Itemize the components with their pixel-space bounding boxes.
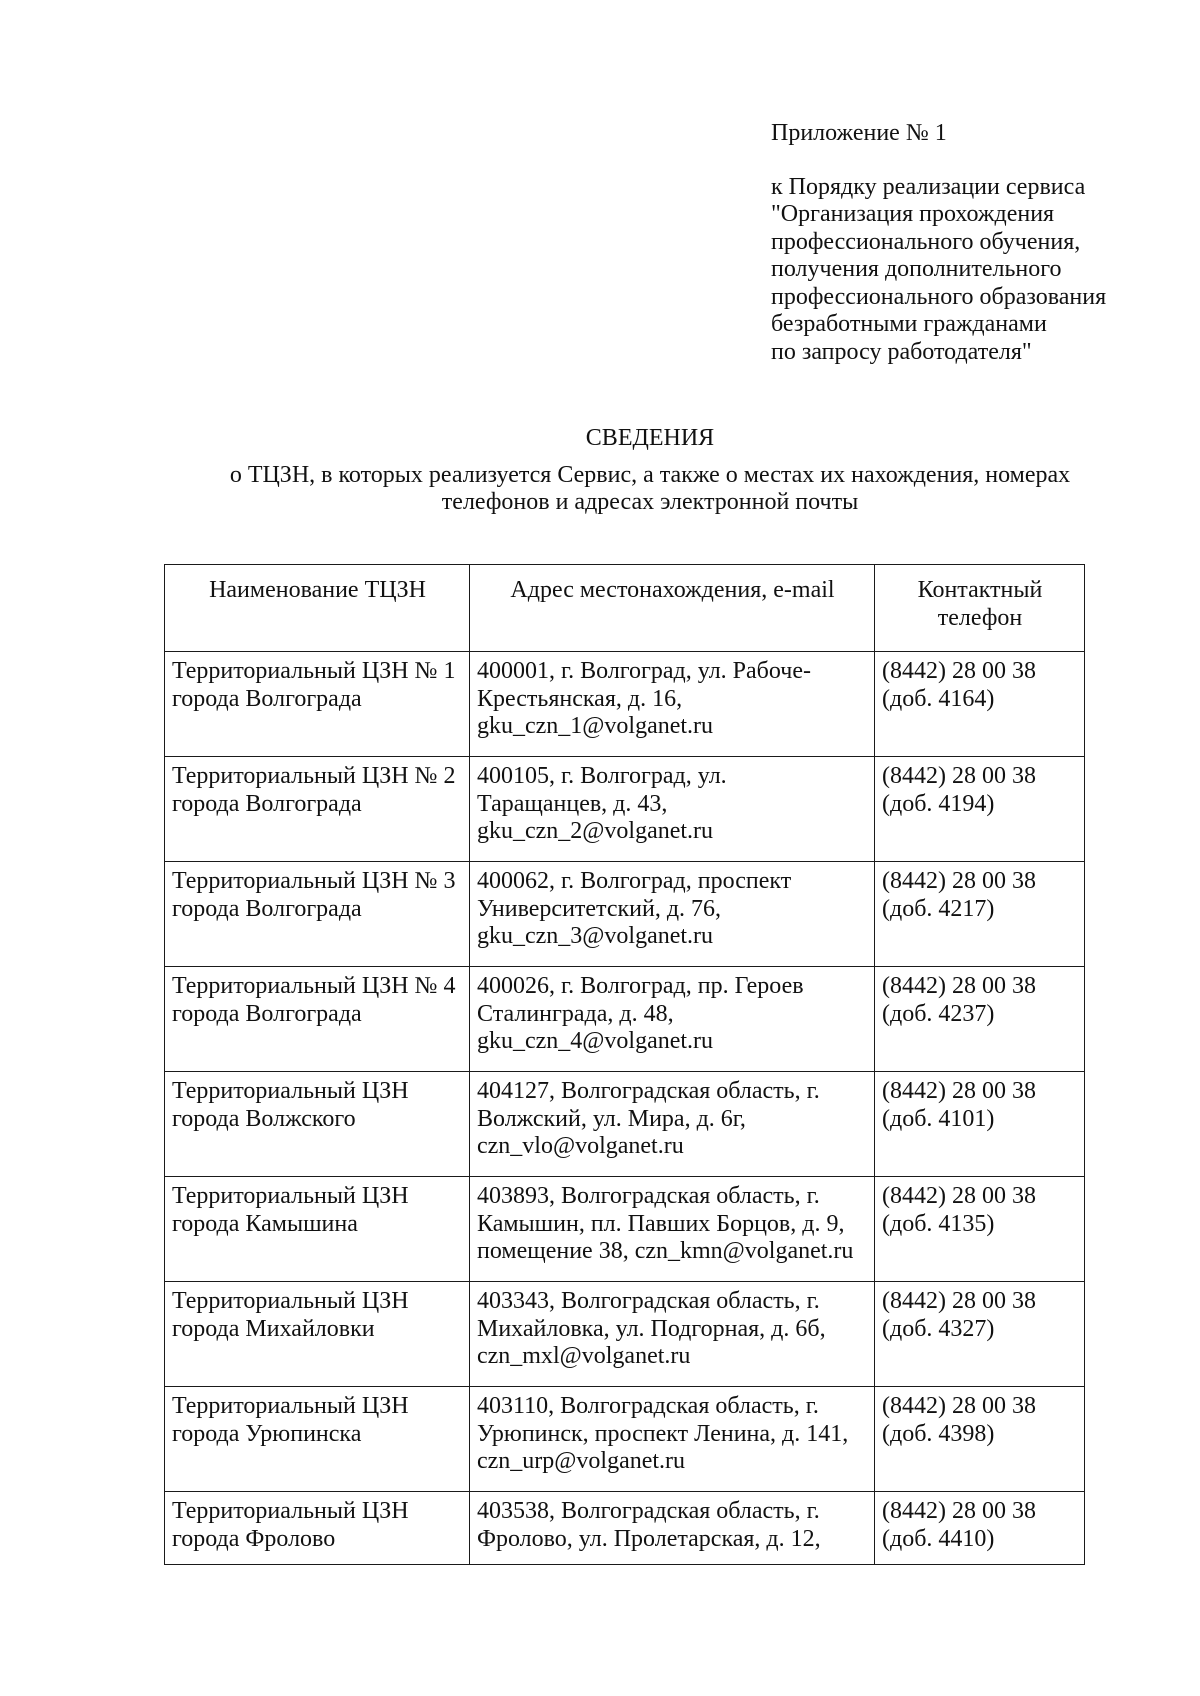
phone-line: (8442) 28 00 38 (882, 1393, 1036, 1419)
phone-line: (8442) 28 00 38 (882, 1498, 1036, 1524)
name-line: города Фролово (172, 1525, 336, 1552)
cell-name (165, 1072, 470, 1177)
table-row (165, 1282, 1085, 1387)
cell-phone (875, 967, 1085, 1072)
phone-line: (8442) 28 00 38 (882, 763, 1036, 789)
name-line: Территориальный ЦЗН (172, 1183, 409, 1209)
name-line: города Волгограда (172, 1000, 362, 1027)
address-line: Сталинграда, д. 48, (477, 1000, 674, 1027)
cell-name (165, 967, 470, 1072)
appendix-block (771, 120, 1191, 366)
name-line: города Волжского (172, 1105, 356, 1132)
table-row (165, 1177, 1085, 1282)
header-address: Адрес местонахождения, e-mail (470, 565, 875, 652)
address-line: 400105, г. Волгоград, ул. (477, 763, 727, 789)
phone-ext-line: (доб. 4135) (882, 1210, 995, 1237)
name-line: Территориальный ЦЗН (172, 1393, 409, 1419)
cell-address (470, 862, 875, 967)
phone-ext-line: (доб. 4398) (882, 1420, 995, 1447)
address-line: 403110, Волгоградская область, г. (477, 1393, 819, 1419)
cell-address (470, 1282, 875, 1387)
table-row (165, 1072, 1085, 1177)
name-line: города Волгограда (172, 685, 362, 712)
name-line: Территориальный ЦЗН № 1 (172, 658, 456, 684)
appendix-line: по запросу работодателя" (771, 338, 1032, 365)
name-line: Территориальный ЦЗН (172, 1288, 409, 1314)
cell-phone (875, 862, 1085, 967)
cell-name (165, 1387, 470, 1492)
document-heading: СВЕДЕНИЯ (585, 425, 715, 451)
address-line: 403538, Волгоградская область, г. (477, 1498, 820, 1524)
name-line: Территориальный ЦЗН (172, 1078, 409, 1104)
cell-address (470, 652, 875, 757)
cell-address (470, 757, 875, 862)
cell-name (165, 652, 470, 757)
address-line: 404127, Волгоградская область, г. (477, 1078, 820, 1104)
appendix-line: безработными гражданами (771, 311, 1047, 337)
cell-phone (875, 652, 1085, 757)
name-line: города Урюпинска (172, 1420, 362, 1447)
table-body (165, 652, 1085, 1565)
address-line: 400062, г. Волгоград, проспект (477, 868, 792, 894)
table-row (165, 862, 1085, 967)
address-line: Фролово, ул. Пролетарская, д. 12, (477, 1525, 821, 1552)
name-line: города Волгограда (172, 790, 362, 817)
cell-phone (875, 1072, 1085, 1177)
phone-ext-line: (доб. 4410) (882, 1525, 995, 1552)
subheading-line: о ТЦЗН, в которых реализуется Сервис, а также о местах их нахождения, номерах (229, 462, 1071, 488)
appendix-line: профессионального образования (771, 283, 1107, 310)
phone-line: (8442) 28 00 38 (882, 1078, 1036, 1104)
header-phone: Контактный телефон (875, 565, 1085, 652)
phone-line: (8442) 28 00 38 (882, 1288, 1036, 1314)
tczn-table (164, 564, 1085, 1565)
email-line: gku_czn_3@volganet.ru (477, 923, 714, 949)
cell-phone (875, 757, 1085, 862)
appendix-line: "Организация прохождения (771, 201, 1055, 227)
phone-line: (8442) 28 00 38 (882, 973, 1036, 999)
phone-ext-line: (доб. 4194) (882, 790, 995, 817)
address-line: Михайловка, ул. Подгорная, д. 6б, (477, 1315, 826, 1342)
cell-address (470, 1492, 875, 1565)
address-line: 400001, г. Волгоград, ул. Рабоче- (477, 658, 811, 684)
address-line: 403893, Волгоградская область, г. (477, 1183, 820, 1209)
cell-name (165, 1492, 470, 1565)
email-line: gku_czn_2@volganet.ru (477, 818, 714, 844)
name-line: города Волгограда (172, 895, 362, 922)
phone-ext-line: (доб. 4101) (882, 1105, 995, 1132)
subheading-line: телефонов и адресах электронной почты (441, 489, 859, 515)
table-row (165, 967, 1085, 1072)
phone-ext-line: (доб. 4164) (882, 685, 995, 712)
name-line: города Михайловки (172, 1315, 375, 1342)
email-line: czn_urp@volganet.ru (477, 1448, 686, 1474)
name-line: Территориальный ЦЗН № 3 (172, 868, 456, 894)
appendix-line: профессионального обучения, (771, 228, 1081, 255)
phone-line: (8442) 28 00 38 (882, 868, 1036, 894)
email-line: gku_czn_1@volganet.ru (477, 713, 714, 739)
phone-ext-line: (доб. 4237) (882, 1000, 995, 1027)
table-row (165, 1387, 1085, 1492)
email-line: czn_vlo@volganet.ru (477, 1133, 684, 1159)
cell-address (470, 1072, 875, 1177)
appendix-line: получения дополнительного (771, 256, 1062, 282)
cell-address (470, 1177, 875, 1282)
cell-phone (875, 1177, 1085, 1282)
table-row (165, 1492, 1085, 1565)
cell-name (165, 862, 470, 967)
name-line: города Камышина (172, 1210, 358, 1237)
table-row (165, 757, 1085, 862)
cell-name (165, 757, 470, 862)
address-line: Волжский, ул. Мира, д. 6г, (477, 1105, 746, 1132)
cell-name (165, 1177, 470, 1282)
address-line: 400026, г. Волгоград, пр. Героев (477, 973, 804, 999)
address-line: Камышин, пл. Павших Борцов, д. 9, (477, 1210, 845, 1237)
name-line: Территориальный ЦЗН № 2 (172, 763, 456, 789)
cell-address (470, 1387, 875, 1492)
phone-line: (8442) 28 00 38 (882, 658, 1036, 684)
email-line: gku_czn_4@volganet.ru (477, 1028, 714, 1054)
cell-phone (875, 1492, 1085, 1565)
cell-name (165, 1282, 470, 1387)
address-line: 403343, Волгоградская область, г. (477, 1288, 820, 1314)
name-line: Территориальный ЦЗН № 4 (172, 973, 456, 999)
address-line: Крестьянская, д. 16, (477, 685, 683, 712)
appendix-title: Приложение № 1 (771, 120, 947, 146)
table-row (165, 652, 1085, 757)
header-name: Наименование ТЦЗН (165, 565, 470, 652)
address-line: Университетский, д. 76, (477, 895, 722, 922)
appendix-line: к Порядку реализации сервиса (771, 173, 1086, 200)
cell-phone (875, 1387, 1085, 1492)
phone-line: (8442) 28 00 38 (882, 1183, 1036, 1209)
cell-address (470, 967, 875, 1072)
cell-phone (875, 1282, 1085, 1387)
address-line: Таращанцев, д. 43, (477, 790, 668, 817)
email-line: помещение 38, czn_kmn@volganet.ru (477, 1238, 854, 1264)
address-line: Урюпинск, проспект Ленина, д. 141, (477, 1420, 849, 1447)
email-line: czn_mxl@volganet.ru (477, 1343, 691, 1369)
name-line: Территориальный ЦЗН (172, 1498, 409, 1524)
phone-ext-line: (доб. 4217) (882, 895, 995, 922)
phone-ext-line: (доб. 4327) (882, 1315, 995, 1342)
table-header-row (165, 565, 1085, 652)
document-subheading (0, 462, 1200, 516)
